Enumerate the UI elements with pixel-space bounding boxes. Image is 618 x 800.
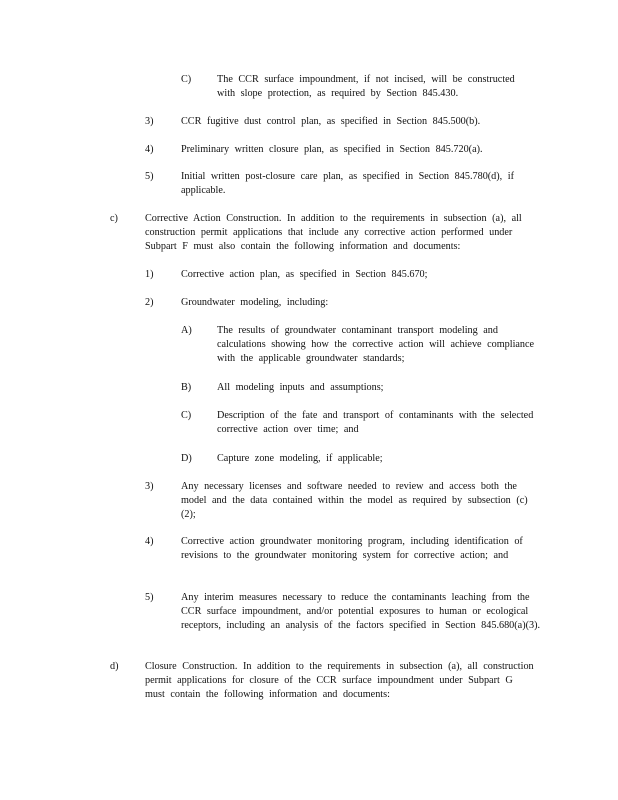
item-label: C) [181,410,192,421]
item-text: Description of the fate and transport of contaminants with the selected corrective action over time; and [217,410,534,435]
item-label: 1) [145,269,154,280]
item-label: 4) [145,536,154,547]
item-text: CCR fugitive dust control plan, as specified in Section 845.500(b). [181,116,481,127]
item-label: 5) [145,592,154,603]
item-label: D) [181,453,192,464]
item-text: Corrective action groundwater monitoring program, including identification of revisions to the groundwater monitoring system for corrective action; and [181,536,523,561]
item-text: The CCR surface impoundment, if not incised, will be constructed with slope protection, as required by Section 845.430. [217,74,515,99]
item-label: d) [110,661,119,672]
item-text: Closure Construction. In addition to the requirements in subsection (a), all construction permit applications for closure of the CCR surface impoundment under Subpart G must contain the following information and documents: [145,661,534,700]
item-text: Corrective action plan, as specified in Section 845.670; [181,269,428,280]
item-label: 2) [145,297,154,308]
item-label: C) [181,74,192,85]
item-text: All modeling inputs and assumptions; [217,382,384,393]
item-text: Capture zone modeling, if applicable; [217,453,383,464]
item-text: Initial written post-closure care plan, as specified in Section 845.780(d), if applicable. [181,171,514,196]
item-text: Corrective Action Construction. In addition to the requirements in subsection (a), all construction permit applications that include any corrective action performed under Subpart F must also contain the following information and documents: [145,213,522,252]
item-label: 5) [145,171,154,182]
item-label: 4) [145,144,154,155]
item-text: Any necessary licenses and software needed to review and access both the model and the data contained within the model as required by subsection (c)(2); [181,481,528,520]
item-text: Groundwater modeling, including: [181,297,329,308]
item-label: 3) [145,481,154,492]
item-text: Preliminary written closure plan, as specified in Section 845.720(a). [181,144,483,155]
item-label: 3) [145,116,154,127]
item-text: Any interim measures necessary to reduce the contaminants leaching from the CCR surface impoundment, and/or potential exposures to human or ecological receptors, including an analysis of the factors specified in Section 845.680(a)(3). [181,592,541,631]
item-label: A) [181,325,192,336]
item-text: The results of groundwater contaminant transport modeling and calculations showing how the corrective action will achieve compliance with the applicable groundwater standards; [217,325,535,364]
item-label: c) [110,213,118,224]
item-label: B) [181,382,192,393]
